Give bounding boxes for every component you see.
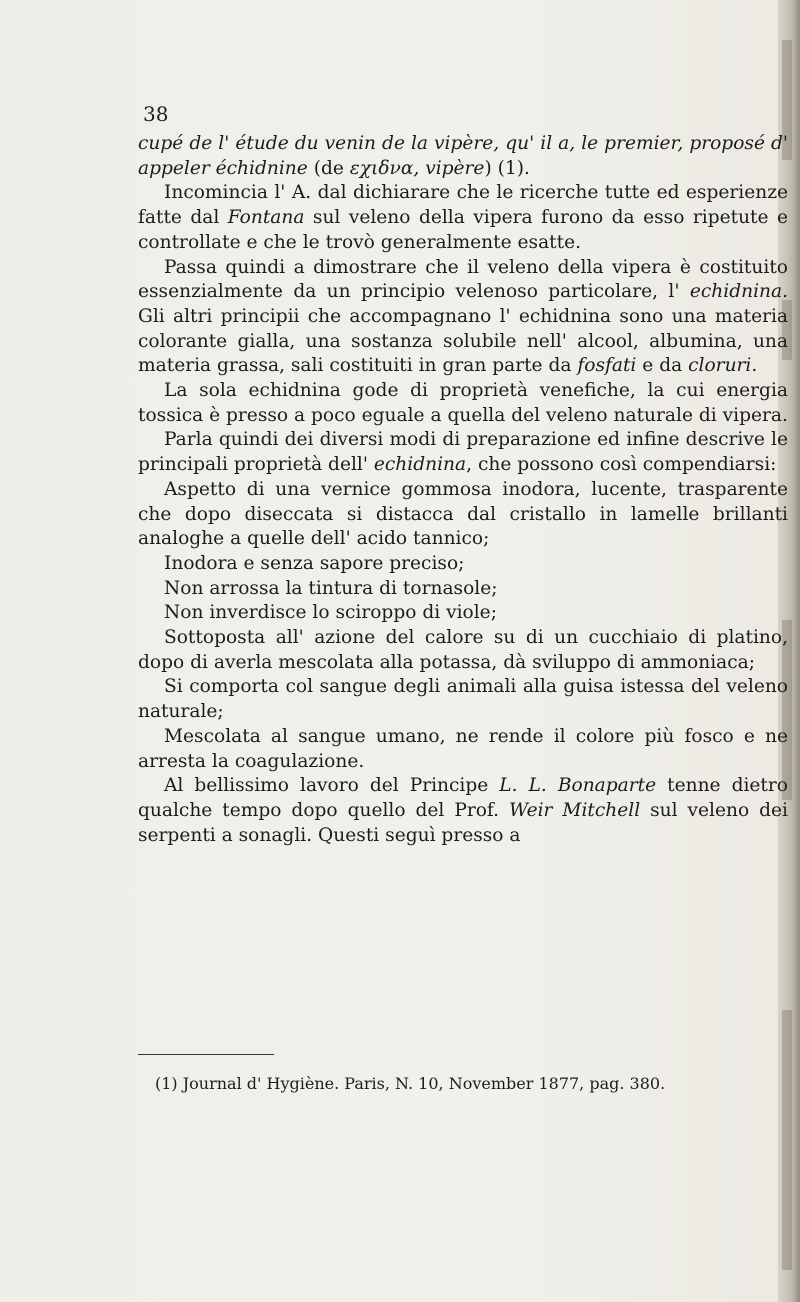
text-run: sul veleno dei serpenti a sonagli. Questi seguì presso a: [138, 799, 788, 846]
text-run: ) (1).: [484, 157, 530, 179]
text-run: Non arrossa la tintura di tornasole;: [164, 577, 498, 599]
text-run: Inodora e senza sapore preciso;: [164, 552, 465, 574]
list-paragraph: [138, 626, 788, 675]
paragraph: [138, 379, 788, 428]
text-run: Incomincia l' A. dal dichiarare che le ricerche tutte ed esperienze fatte dal: [138, 182, 788, 229]
text-run: Parla quindi dei diversi modi di preparazione ed infine descrive le principali proprietà dell': [138, 429, 788, 476]
text-run: sul veleno della vipera furono da esso ripetute e controllate e che le trovò generalmente esatte.: [138, 207, 788, 253]
italic-text: L. L. Bonaparte: [499, 775, 657, 797]
footnote: (1) Journal d' Hygiène. Paris, N. 10, November 1877, pag. 380.: [155, 1074, 666, 1093]
paragraph: [138, 256, 788, 380]
text-run: La sola echidnina gode di proprietà venefiche, la cui energia tossica è presso a poco eguale a quella del veleno naturale di vipera.: [138, 380, 788, 426]
text-run: Aspetto di una vernice gommosa inodora, lucente, trasparente che dopo diseccata si distacca dal cristallo in lamelle brillanti analoghe a quelle dell' acido tannico;: [138, 478, 788, 550]
italic-text: cloruri.: [688, 355, 758, 377]
text-run: Sottoposta all' azione del calore su di un cucchiaio di platino, dopo di averla mescolata alla potassa, dà sviluppo di ammoniaca;: [138, 627, 788, 673]
list-paragraph: [138, 601, 788, 626]
text-run: , che possono così compendiarsi:: [466, 454, 777, 476]
text-run: Passa quindi a dimostrare che il veleno della vipera è costituito essenzialmente da un principio velenoso particolare, l': [138, 256, 788, 303]
paragraph: [138, 428, 788, 477]
text-run: e da: [636, 355, 689, 377]
page-number: 38: [143, 102, 169, 126]
list-paragraph: [138, 577, 788, 602]
italic-text: echidnina.: [689, 281, 788, 303]
italic-text: Fontana: [227, 207, 305, 229]
text-run: Mescolata al sangue umano, ne rende il colore più fosco e ne arresta la coagulazione.: [138, 725, 788, 772]
text-run: Gli altri principii che accompagnano l' echidnina sono una materia colorante gialla, una sostanza solubile nell' alcool, albumina, una materia grassa, sali costituiti in gran parte da: [138, 305, 788, 377]
text-run: Si comporta col sangue degli animali alla guisa istessa del veleno naturale;: [138, 676, 788, 723]
paragraph: [138, 181, 788, 255]
italic-text: εχιδνα, vipère: [349, 157, 485, 179]
italic-text: cupé de l' étude du venin de la vipère, qu' il a, le premier, proposé d' appeler échidnine: [138, 133, 788, 179]
text-run: (de: [307, 157, 350, 179]
paragraph-continuation: [138, 132, 788, 181]
body-text: [138, 132, 788, 848]
text-run: Al bellissimo lavoro del Principe: [164, 775, 500, 797]
italic-text: echidnina: [373, 454, 467, 476]
list-paragraph: [138, 725, 788, 774]
paragraph: [138, 774, 788, 848]
list-paragraph: [138, 675, 788, 724]
footnote-rule: [138, 1054, 274, 1055]
text-run: Non inverdisce lo sciroppo di viole;: [164, 602, 497, 624]
text-run: tenne dietro qualche tempo dopo quello del Prof.: [138, 775, 788, 821]
list-paragraph: [138, 552, 788, 577]
list-paragraph: [138, 478, 788, 552]
italic-text: fosfati: [577, 355, 637, 377]
italic-text: Weir Mitchell: [509, 799, 641, 821]
